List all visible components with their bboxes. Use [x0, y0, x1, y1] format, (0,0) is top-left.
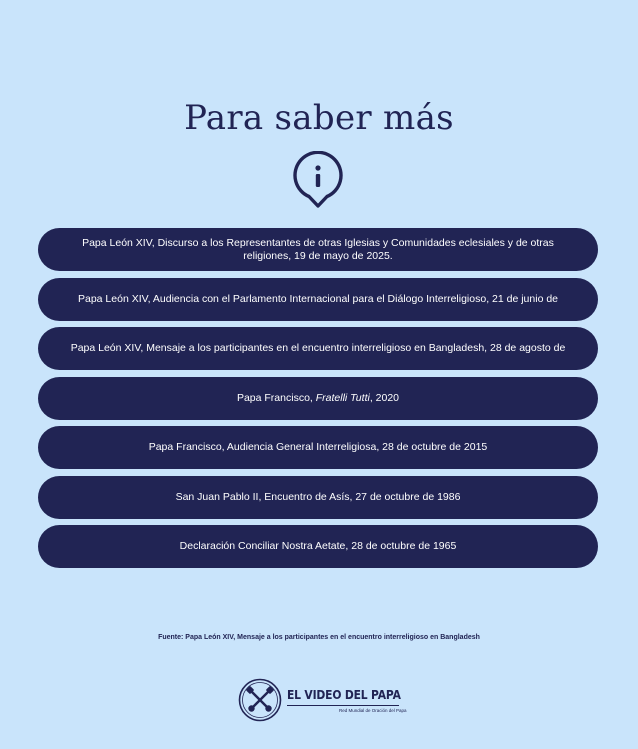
- reference-item[interactable]: [38, 525, 598, 568]
- info-pin-icon: [291, 151, 345, 209]
- reference-item[interactable]: [38, 327, 598, 370]
- reference-italic-title: Fratelli Tutti: [315, 391, 370, 404]
- reference-text: Papa León XIV, Audiencia con el Parlamento Internacional para el Diálogo Interreligioso, 21 de junio de: [77, 292, 559, 305]
- reference-item[interactable]: [38, 228, 598, 271]
- reference-text: Declaración Conciliar Nostra Aetate, 28 de octubre de 1965: [179, 540, 457, 552]
- reference-text: Papa León XIV, Mensaje a los participantes en el encuentro interreligioso en Bangladesh, 28 de agosto de: [70, 342, 566, 354]
- logo-divider: [287, 705, 399, 706]
- source-note: Fuente: Papa León XIV, Mensaje a los participantes en el encuentro interreligioso en Bangladesh: [158, 634, 480, 641]
- crossed-keys-logo-icon: [238, 678, 282, 722]
- reference-text: Papa Francisco, Audiencia General Interreligiosa, 28 de octubre de 2015: [148, 441, 488, 453]
- reference-item[interactable]: [38, 426, 598, 469]
- reference-prefix: Papa Francisco,: [236, 391, 316, 404]
- reference-item[interactable]: [38, 377, 598, 420]
- reference-text: San Juan Pablo II, Encuentro de Asís, 27 de octubre de 1986: [175, 490, 461, 503]
- reference-text: [237, 392, 399, 405]
- logo-text: [287, 687, 419, 713]
- reference-item[interactable]: [38, 476, 598, 519]
- page-title: Para saber más: [184, 98, 454, 138]
- reference-suffix: , 2020: [369, 391, 400, 404]
- reference-text: Papa León XIV, Discurso a los Representantes de otras Iglesias y Comunidades eclesiales y de otras religiones, 19 de mayo de 2025.: [82, 236, 554, 262]
- reference-item[interactable]: [38, 278, 598, 321]
- logo-name: EL VIDEO DEL PAPA: [287, 687, 401, 702]
- logo: [238, 677, 408, 723]
- references-list: [38, 228, 598, 575]
- logo-tagline: Red Mundial de Oración del Papa: [339, 708, 407, 713]
